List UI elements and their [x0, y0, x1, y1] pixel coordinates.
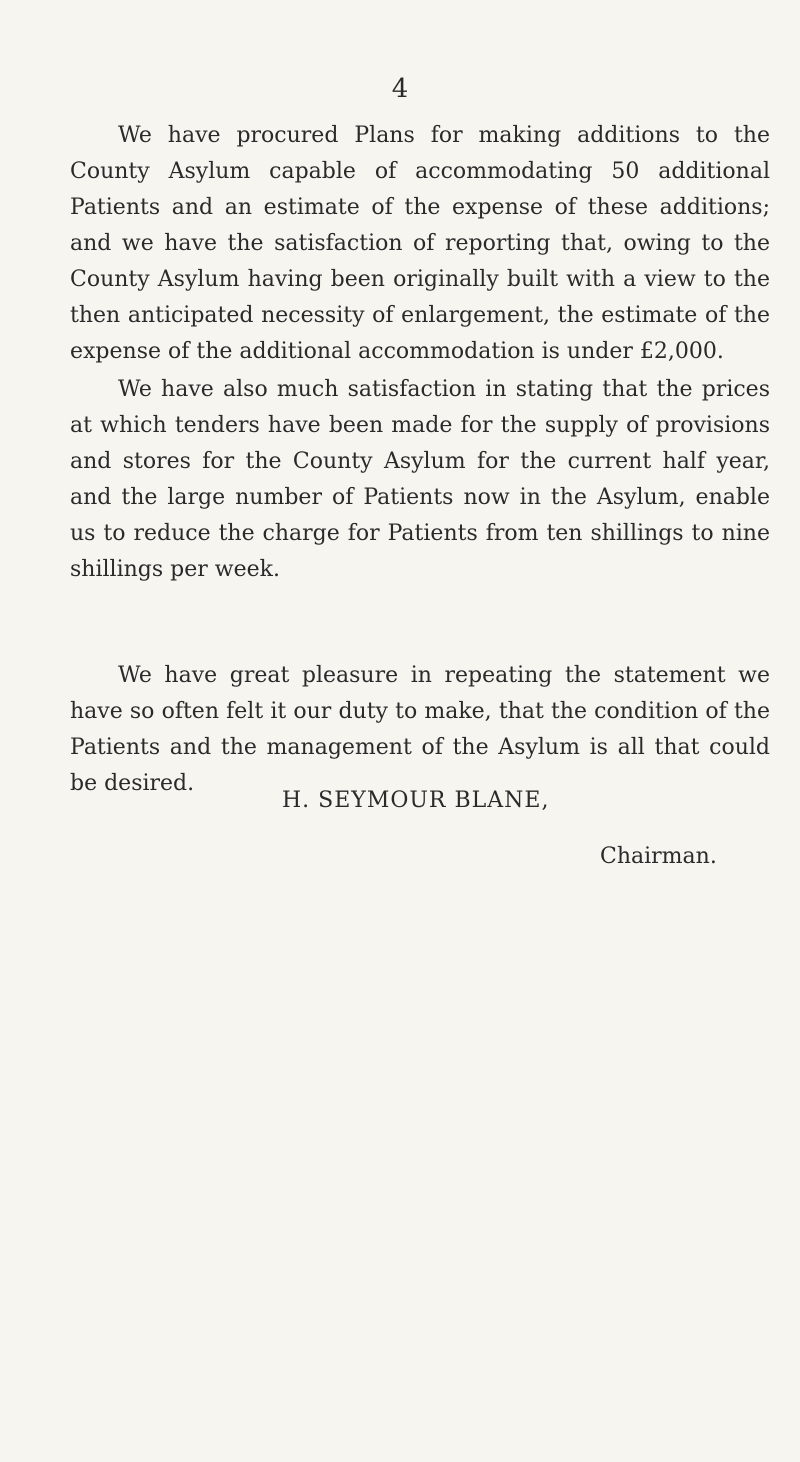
paragraph-plans-additions: We have procured Plans for making additions to the County Asylum capable of accommodating 50 additional Patients and an estimate of the expense of these additions; and we have the satisfaction of reporting that, owing to the County Asylum having been originally built with a view to the then anticipated necessity of enlargement, the estimate of the expense of the additional accommodation is under £2,000.: [70, 123, 770, 364]
paragraph-tenders-charge: We have also much satisfaction in stating that the prices at which tenders have been made for the supply of provisions and stores for the County Asylum for the current half year, and the large number of Patients now in the Asylum, enable us to reduce the charge for Patients from ten shillings to nine shillings per week.: [70, 377, 770, 582]
page-number: 4: [391, 74, 409, 104]
signature-name: H. SEYMOUR BLANE,: [282, 788, 550, 813]
signature-title: Chairman.: [600, 844, 717, 869]
paragraph-condition-management: We have great pleasure in repeating the statement we have so often felt it our duty to make, that the condition of the Patients and the management of the Asylum is all that could be desired.: [70, 663, 770, 796]
